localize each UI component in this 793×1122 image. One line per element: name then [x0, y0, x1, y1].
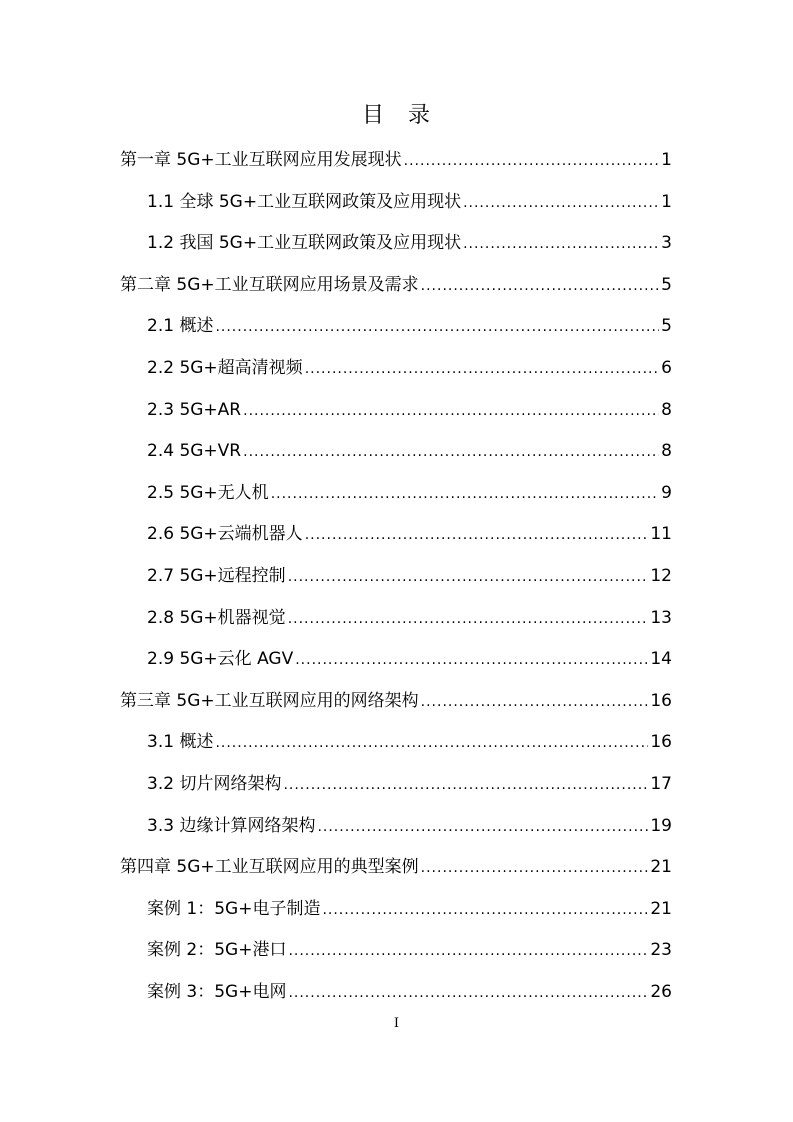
toc-entry-label: 2.5 5G+无人机 — [147, 482, 269, 503]
toc-entry-page: 21 — [650, 857, 672, 878]
toc-entry-page: 23 — [650, 940, 672, 961]
toc-entry[interactable] — [120, 847, 672, 887]
dot-leader — [463, 224, 659, 264]
toc-entry-label: 2.4 5G+VR — [147, 441, 242, 462]
toc-entry-page: 8 — [661, 441, 672, 462]
toc-entry[interactable] — [147, 889, 672, 929]
toc-entry[interactable] — [147, 182, 672, 222]
dot-leader — [421, 848, 649, 888]
toc-entry[interactable] — [147, 306, 672, 346]
toc-entry[interactable] — [147, 722, 672, 762]
toc-entry[interactable] — [147, 473, 672, 513]
toc-entry[interactable] — [147, 764, 672, 804]
page-title: 目 录 — [361, 103, 431, 128]
dot-leader — [288, 557, 649, 597]
dot-leader — [288, 973, 648, 1013]
toc-entry[interactable] — [147, 806, 672, 846]
toc-entry-page: 17 — [650, 774, 672, 794]
toc-entry-label: 案例 3：5G+电网 — [147, 982, 287, 1002]
dot-leader — [288, 599, 649, 639]
toc-entry-label: 2.3 5G+AR — [147, 399, 242, 420]
toc-entry-page: 16 — [650, 732, 672, 753]
toc-entry[interactable] — [147, 972, 672, 1012]
toc-entry-label: 1.1 全球 5G+工业互联网政策及应用现状 — [147, 191, 462, 212]
dot-leader — [404, 141, 660, 181]
toc-entry[interactable] — [147, 930, 672, 970]
toc-entry-label: 第四章 5G+工业互联网应用的典型案例 — [120, 857, 419, 878]
toc-entry-page: 21 — [650, 898, 672, 919]
toc-entry[interactable] — [147, 223, 672, 263]
dot-leader — [317, 807, 648, 847]
toc-entry[interactable] — [147, 390, 672, 430]
dot-leader — [421, 266, 660, 306]
dot-leader — [305, 515, 649, 555]
dot-leader — [288, 931, 648, 971]
dot-leader — [271, 474, 659, 514]
toc-entry-label: 2.7 5G+远程控制 — [147, 566, 286, 586]
toc-entry-page: 11 — [650, 524, 672, 545]
toc-entry[interactable] — [147, 598, 672, 638]
toc-entry-label: 2.1 概述 — [147, 316, 214, 337]
dot-leader — [322, 890, 648, 930]
toc-entry-label: 2.2 5G+超高清视频 — [147, 358, 303, 378]
toc-entry-label: 第一章 5G+工业互联网应用发展现状 — [120, 150, 402, 170]
toc-entry-page: 5 — [661, 274, 672, 295]
dot-leader — [463, 183, 659, 223]
toc-entry[interactable] — [147, 556, 672, 596]
toc-entry-label: 2.6 5G+云端机器人 — [147, 524, 303, 545]
toc-entry-label: 第三章 5G+工业互联网应用的网络架构 — [120, 690, 419, 711]
toc-entry-page: 13 — [650, 607, 672, 628]
toc-entry-page: 26 — [650, 982, 672, 1002]
dot-leader — [283, 765, 648, 805]
dot-leader — [243, 391, 659, 431]
toc-entry-label: 第二章 5G+工业互联网应用场景及需求 — [120, 274, 419, 295]
toc-entry-label: 案例 1：5G+电子制造 — [147, 898, 321, 919]
toc-entry-page: 1 — [661, 191, 672, 212]
dot-leader — [243, 432, 659, 472]
toc-entry[interactable] — [147, 639, 672, 679]
toc-entry-page: 16 — [650, 690, 672, 711]
toc-entry-page: 9 — [661, 482, 672, 503]
toc-entry-label: 3.3 边缘计算网络架构 — [147, 815, 316, 836]
toc-entry-page: 8 — [661, 399, 672, 420]
toc-entry-page: 14 — [650, 649, 672, 670]
toc-entry-label: 案例 2：5G+港口 — [147, 940, 287, 961]
toc-entry-label: 2.8 5G+机器视觉 — [147, 607, 286, 628]
toc-entry[interactable] — [147, 431, 672, 471]
toc-entry[interactable] — [147, 514, 672, 554]
toc-entry[interactable] — [147, 348, 672, 388]
toc-entry-page: 19 — [650, 815, 672, 836]
toc-entry[interactable] — [120, 681, 672, 721]
toc-entry[interactable] — [120, 265, 672, 305]
toc-entry-page: 6 — [661, 358, 672, 378]
dot-leader — [305, 349, 659, 389]
toc-entry-page: 1 — [661, 150, 672, 170]
dot-leader — [215, 307, 659, 347]
toc-entry-label: 3.2 切片网络架构 — [147, 774, 282, 794]
page-number: I — [393, 1016, 400, 1031]
toc-entry[interactable] — [120, 140, 672, 180]
dot-leader — [215, 723, 648, 763]
toc-entry-label: 1.2 我国 5G+工业互联网政策及应用现状 — [147, 233, 462, 254]
toc-entry-label: 2.9 5G+云化 AGV — [147, 649, 294, 670]
toc-entry-label: 3.1 概述 — [147, 732, 214, 753]
dot-leader — [295, 640, 648, 680]
toc-entry-page: 12 — [650, 566, 672, 586]
toc-entry-page: 5 — [661, 316, 672, 337]
toc-entry-page: 3 — [661, 233, 672, 254]
dot-leader — [421, 682, 649, 722]
